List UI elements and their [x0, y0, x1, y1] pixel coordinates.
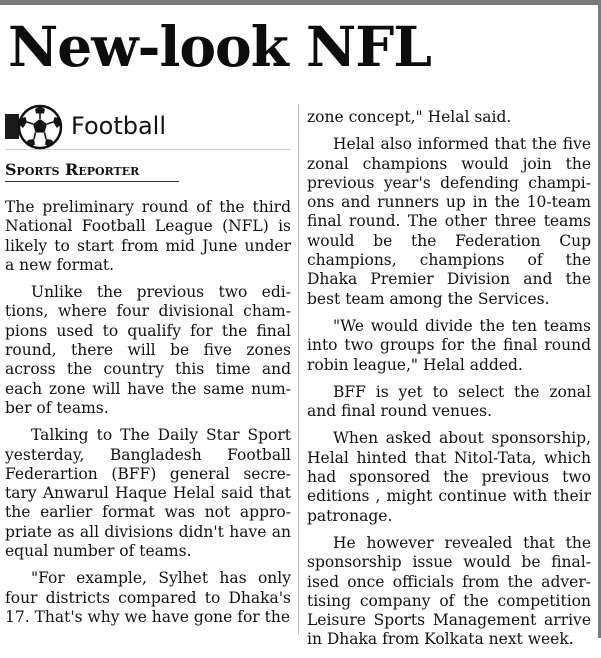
football-icon: [17, 104, 63, 150]
paragraph: zone concept," Helal said.: [307, 108, 512, 126]
byline-wrap: [5, 159, 291, 198]
section-kicker: [5, 104, 291, 150]
paragraph: Helal also informed that the five zonal champions would join the previous year's defending champions and runners up in the 10-team final round. The other three teams would be the Federation Cup champions, champions of the Dhaka Premier Division and the best team among the Services.: [307, 135, 591, 308]
section-label: Football: [71, 111, 167, 140]
paragraph: He however revealed that the sponsorship issue would be finalised once officials from the advertising company of the competition Leisure Sports Management arrive in Dhaka from Kolkata next week.: [307, 533, 591, 649]
article-column-left: [5, 104, 291, 635]
paragraph: When asked about sponsorship, Helal hinted that Nitol-Tata, which had sponsored the previous two editions , might continue with their patronage.: [307, 429, 591, 525]
column-divider: [298, 104, 299, 634]
paragraph: The preliminary round of the third National Football League (NFL) is likely to start from mid June under a new format.: [5, 198, 291, 274]
byline: Sports Reporter: [5, 159, 179, 182]
paragraph: BFF is yet to select the zonal and final round venues.: [307, 382, 591, 421]
paragraph: Talking to The Daily Star Sport yesterday, Bangladesh Football Federartion (BFF) general secretary Anwarul Haque Helal said that the earlier format was not appropriate as all divisions didn't have an equal number of teams.: [5, 426, 291, 561]
paragraph: "For example, Sylhet has only four districts compared to Dhaka's 17. That's why we have gone for the: [5, 569, 291, 626]
paragraph: Unlike the previous two editions, where four divisional champions used to qualify for the final round, there will be five zones across the country this time and each zone will have the same number of teams.: [5, 283, 291, 417]
article-column-right: [307, 108, 591, 658]
headline: New-look NFL: [8, 14, 431, 79]
paragraph: "We would divide the ten teams into two groups for the final round robin league," Helal added.: [307, 316, 591, 374]
